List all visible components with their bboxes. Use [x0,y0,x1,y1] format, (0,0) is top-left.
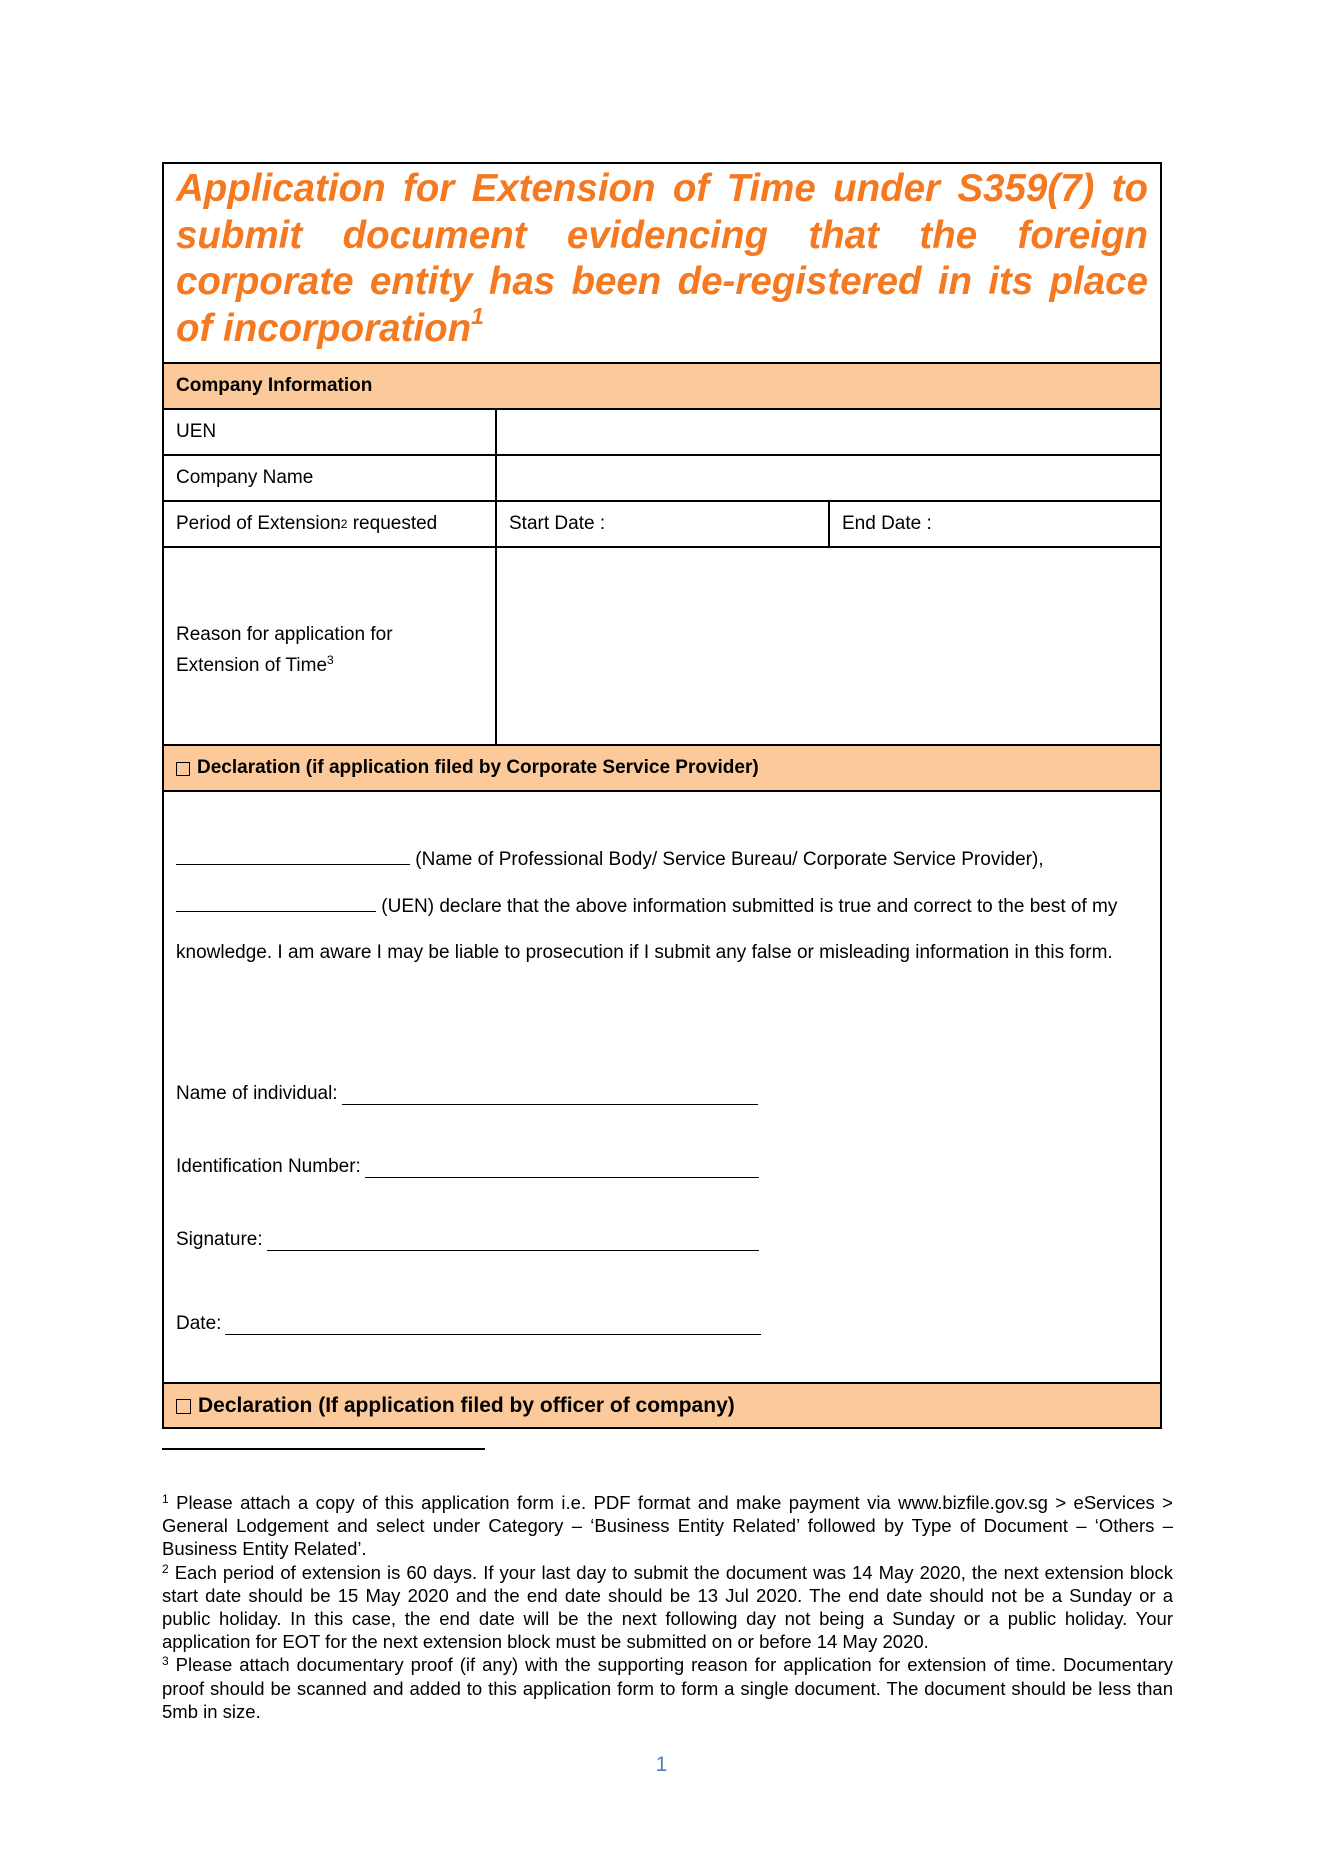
officer-declaration-header: Declaration (If application filed by officer of company) [164,1382,1160,1427]
csp-declaration-checkbox[interactable] [176,762,190,776]
application-form [162,162,1162,1429]
form-title-text: Application for Extension of Time under S359(7) to submit document evidencing that the foreign corporate entity has been de-registered in its place of incorporation [176,167,1148,350]
name-of-individual-input[interactable] [342,1086,758,1105]
company-name-label: Company Name [164,456,497,500]
date-input[interactable] [225,1316,761,1335]
footnote-1: $^1$ Please attach a copy of this application form i.e. PDF format and make payment via www.bizfile.gov.sg > eServices > General Lodgement and select under Category – ‘Business Entity Related’ followed by Type of Document – ‘Others – Business Entity Related’. [162,1492,1173,1560]
signature-input[interactable] [267,1232,759,1251]
period-label: Period of Extension 2 requested [164,502,497,546]
uen-label: UEN [164,410,497,454]
footnote-3: $^3$ Please attach documentary proof (if any) with the supporting reason for application for extension of time. Documentary proof should be scanned and added to this application form to form a single document. The document should be less than 5mb in size. [162,1654,1173,1722]
company-name-field[interactable] [497,456,1160,500]
uen-row [164,408,1160,454]
period-row [164,500,1160,546]
footnote-separator [162,1448,485,1450]
signature-field: Signature: [176,1229,759,1251]
identification-number-field: Identification Number: [176,1156,759,1178]
start-date-field[interactable] [497,502,830,546]
footnote-2: $^2$ Each period of extension is 60 days. If your last day to submit the document was 14 May 2020, the next extension block start date should be 15 May 2020 and the end date should be 13 Jul 2020. The end date should not be a Sunday or a public holiday. In this case, the end date will be the next following day not being a Sunday or a public holiday. Your application for EOT for the next extension block must be submitted on or before 14 May 2020. [162,1561,1173,1653]
footnotes [162,1491,1173,1723]
end-date-field[interactable] [830,502,1160,546]
page-number: 1 [655,1753,668,1776]
officer-declaration-checkbox[interactable] [176,1399,191,1414]
csp-declaration-statement: (Name of Professional Body/ Service Bureau/ Corporate Service Provider), (UEN) declare that the above information submitted is true and correct to the best of my knowledge. I am aware I may be liable to prosecution if I submit any false or misleading information in this form. [176,837,1148,977]
reason-row [164,546,1160,744]
reason-label: Reason for application for Extension of Time$^3$ [164,548,497,744]
company-information-header: Company Information [164,362,1160,408]
name-of-individual-field: Name of individual: [176,1083,758,1105]
title-footnote-ref: 1 [471,302,484,329]
date-field: Date: [176,1313,761,1335]
start-date-label: Start Date : [509,513,606,534]
form-title [164,164,1160,362]
company-name-row [164,454,1160,500]
end-date-label: End Date : [842,513,932,534]
identification-number-input[interactable] [365,1159,759,1178]
professional-body-name-blank[interactable] [176,846,410,865]
csp-declaration-body [164,790,1160,1382]
csp-uen-blank[interactable] [176,893,376,912]
csp-declaration-header: Declaration (if application filed by Corporate Service Provider) [164,744,1160,790]
uen-field[interactable] [497,410,1160,454]
reason-field[interactable] [497,548,1160,744]
